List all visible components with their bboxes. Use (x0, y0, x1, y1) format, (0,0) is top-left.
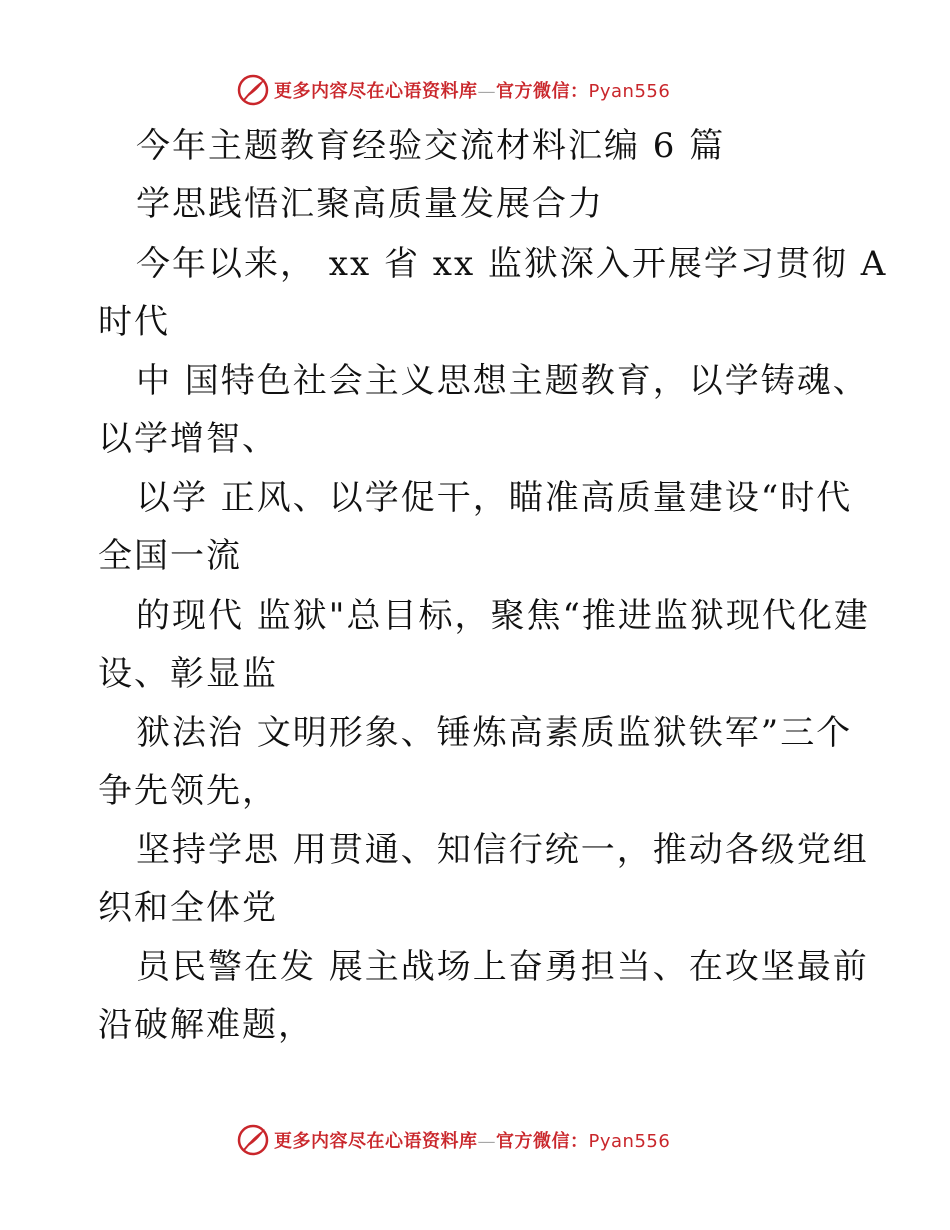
paragraph-line: 全国一流 (98, 536, 242, 576)
watermark-footer (236, 1122, 670, 1158)
watermark-text (274, 1127, 670, 1153)
paragraph-line: 今年以来， xx 省 xx 监狱深入开展学习贯彻 A (136, 244, 888, 284)
paragraph-line: 员民警在发 展主战场上奋勇担当、在攻坚最前 (136, 947, 869, 987)
watermark-header (236, 72, 670, 108)
paragraph-line: 中 国特色社会主义思想主题教育，以学铸魂、 (136, 361, 869, 401)
paragraph-line: 以学 正风、以学促干，瞄准高质量建设“时代 (136, 478, 853, 518)
paragraph-line: 织和全体党 (98, 888, 278, 928)
document-subtitle: 学思践悟汇聚高质量发展合力 (136, 184, 604, 224)
paragraph-line: 坚持学思 用贯通、知信行统一，推动各级党组 (136, 830, 869, 870)
document-title: 今年主题教育经验交流材料汇编 6 篇 (136, 126, 726, 166)
watermark-label: 官方微信： (496, 81, 589, 102)
feather-pen-logo-icon (236, 1123, 270, 1157)
paragraph-line: 时代 (98, 302, 170, 342)
paragraph-line: 设、彰显监 (98, 654, 278, 694)
watermark-id: Pyan556 (588, 1131, 671, 1152)
watermark-main: 更多内容尽在心语资料库 (274, 81, 478, 102)
paragraph-line: 沿破解难题， (98, 1005, 314, 1045)
watermark-separator: — (477, 81, 496, 102)
watermark-main: 更多内容尽在心语资料库 (274, 1131, 478, 1152)
paragraph-line: 的现代 监狱"总目标，聚焦“推进监狱现代化建 (136, 596, 870, 636)
paragraph-line: 争先领先， (98, 771, 278, 811)
paragraph-line: 以学增智、 (98, 419, 278, 459)
watermark-id: Pyan556 (588, 81, 671, 102)
watermark-label: 官方微信： (496, 1131, 589, 1152)
watermark-separator: — (477, 1131, 496, 1152)
feather-pen-logo-icon (236, 73, 270, 107)
watermark-text (274, 77, 670, 103)
paragraph-line: 狱法治 文明形象、锤炼高素质监狱铁军”三个 (136, 713, 853, 753)
